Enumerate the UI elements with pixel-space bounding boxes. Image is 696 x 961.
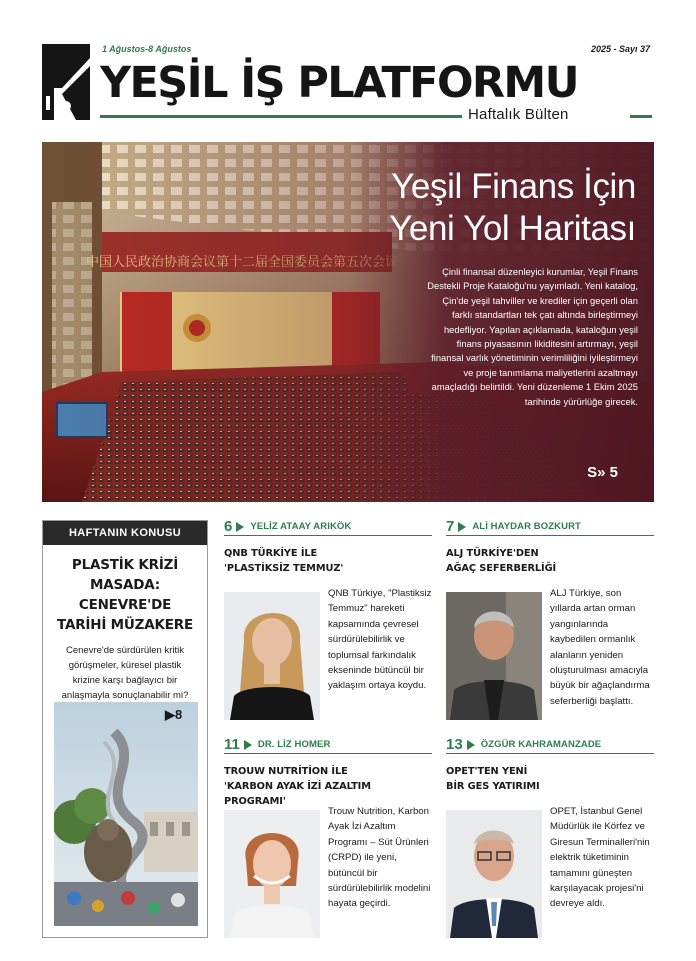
article-title: [446, 764, 654, 794]
article-title-line2: 'KARBON AYAK İZİ AZALTIM PROGRAMI': [224, 781, 371, 807]
article-header: [446, 738, 654, 754]
hero-page-link[interactable]: S» 5: [587, 464, 618, 481]
article-title: [224, 546, 432, 576]
article-title-line1: TROUW NUTRİTİON İLE: [224, 766, 348, 777]
topic-title-line2: CENEVRE'DE: [78, 597, 172, 613]
topic-description: Cenevre'de sürdürülen kritik görüşmeler, küresel plastik krizine karşı bağlayıcı bir anlaşmayla sonuçlanabilir mi?: [61, 645, 189, 701]
article-summary: OPET, İstanbul Genel Müdürlük ile Körfez ve Giresun Terminalleri'nin elektrik tüketiminin tamamını güneşten karşılayacak projesi'ni devreye aldı.: [550, 806, 650, 910]
article-title-line2: 'PLASTİKSİZ TEMMUZ': [224, 563, 344, 574]
author-photo-man-grey-hair: [446, 592, 542, 720]
topic-header: HAFTANIN KONUSU: [43, 521, 207, 545]
masthead-divider-right: [630, 115, 652, 118]
hero-feature[interactable]: [42, 142, 654, 502]
hero-headline-line2: Yeni Yol Haritası: [389, 209, 636, 248]
article-page-number: 6: [224, 518, 233, 535]
arrow-right-icon: [244, 740, 252, 750]
arrow-right-icon: [458, 522, 466, 532]
article-author: ÖZGÜR KAHRAMANZADE: [480, 739, 602, 750]
article-author: ALİ HAYDAR BOZKURT: [472, 521, 581, 532]
hero-summary: Çinli finansal düzenleyici kurumlar, Yeşil Finans Destekli Proje Kataloğu'nu yayımladı. Yeni katalog, Çin'de yeşil tahviller ve krediler için geçerli olan farklı standartları tek çatı altında birleştirmeyi hedefliyor. Yapılan açıklamada, kataloğun yeşil finans piyasasının likiditesini artırmayı, yeşil finansal varlık yönetiminin verimliliğini iyileştirmeyi ve proje tanımlama maliyetlerini azaltmayı amaçladığı belirtildi. Yeni düzenleme 1 Ekim 2025 tarihinde yürürlüğe girecek.: [427, 266, 638, 407]
arrow-right-icon: [236, 522, 244, 532]
article-page-number: 13: [446, 736, 463, 753]
article-title-line2: AĞAÇ SEFERBERLİĞİ: [446, 563, 557, 574]
article-title: [446, 546, 654, 576]
hero-headline-line1: Yeşil Finans İçin: [391, 167, 636, 206]
topic-photo-plastic-sculpture: [54, 702, 198, 926]
topic-of-week-box[interactable]: [42, 520, 208, 938]
masthead-title: YEŞİL İŞ PLATFORMU: [100, 58, 578, 108]
topic-title: [43, 555, 207, 635]
topic-title-line1: PLASTİK KRİZİ MASADA:: [71, 557, 179, 593]
article-page-number: 11: [224, 736, 240, 753]
author-photo-man-glasses: [446, 810, 542, 938]
topic-title-line3: TARİHİ MÜZAKERE: [57, 617, 193, 633]
author-photo-woman-blonde: [224, 592, 320, 720]
date-range: 1 Ağustos-8 Ağustos: [102, 44, 192, 54]
article-card-opet[interactable]: [446, 736, 654, 910]
article-title-line1: QNB TÜRKİYE İLE: [224, 548, 318, 559]
article-title-line1: ALJ TÜRKİYE'DEN: [446, 548, 539, 559]
article-author: YELİZ ATAAY ARIKÖK: [250, 521, 352, 532]
article-header: [224, 520, 432, 536]
article-title-line2: BİR GES YATIRIMI: [446, 781, 540, 792]
article-summary: ALJ Türkiye, son yıllarda artan orman yangınlarında kaybedilen ormanlık alanların yeniden oluşturulması amacıyla büyük bir ağaçlandırma seferberliği başlattı.: [550, 588, 650, 707]
topic-page-link[interactable]: ▶8: [165, 707, 183, 722]
hero-headline: [316, 166, 636, 250]
article-summary: Trouw Nutrition, Karbon Ayak İzi Azaltım Programı – Süt Ürünleri (CRPD) ile yeni, bütüncül bir sürdürülebilirlik modelini hayata geçirdi.: [328, 806, 431, 910]
author-photo-woman-red-hair: [224, 810, 320, 938]
masthead-subtitle: Haftalık Bülten: [468, 106, 569, 123]
masthead-divider: [100, 115, 462, 118]
article-card-trouw[interactable]: [224, 736, 432, 910]
article-page-number: 7: [446, 518, 455, 535]
article-author: DR. LİZ HOMER: [257, 739, 331, 750]
article-title: [224, 764, 432, 809]
platform-logo-icon: [42, 44, 90, 120]
article-header: [224, 738, 432, 754]
issue-number: 2025 - Sayı 37: [590, 44, 650, 54]
article-summary: QNB Türkiye, "Plastiksiz Temmuz" hareketi kapsamında çevresel sürdürülebilirlik ve toplumsal farkındalık ekseninde bütüncül bir yaklaşım ortaya koydu.: [328, 588, 432, 692]
article-title-line1: OPET'TEN YENİ: [446, 766, 528, 777]
arrow-right-icon: [467, 740, 475, 750]
article-card-qnb[interactable]: [224, 518, 432, 692]
article-card-alj[interactable]: [446, 518, 654, 707]
article-header: [446, 520, 654, 536]
